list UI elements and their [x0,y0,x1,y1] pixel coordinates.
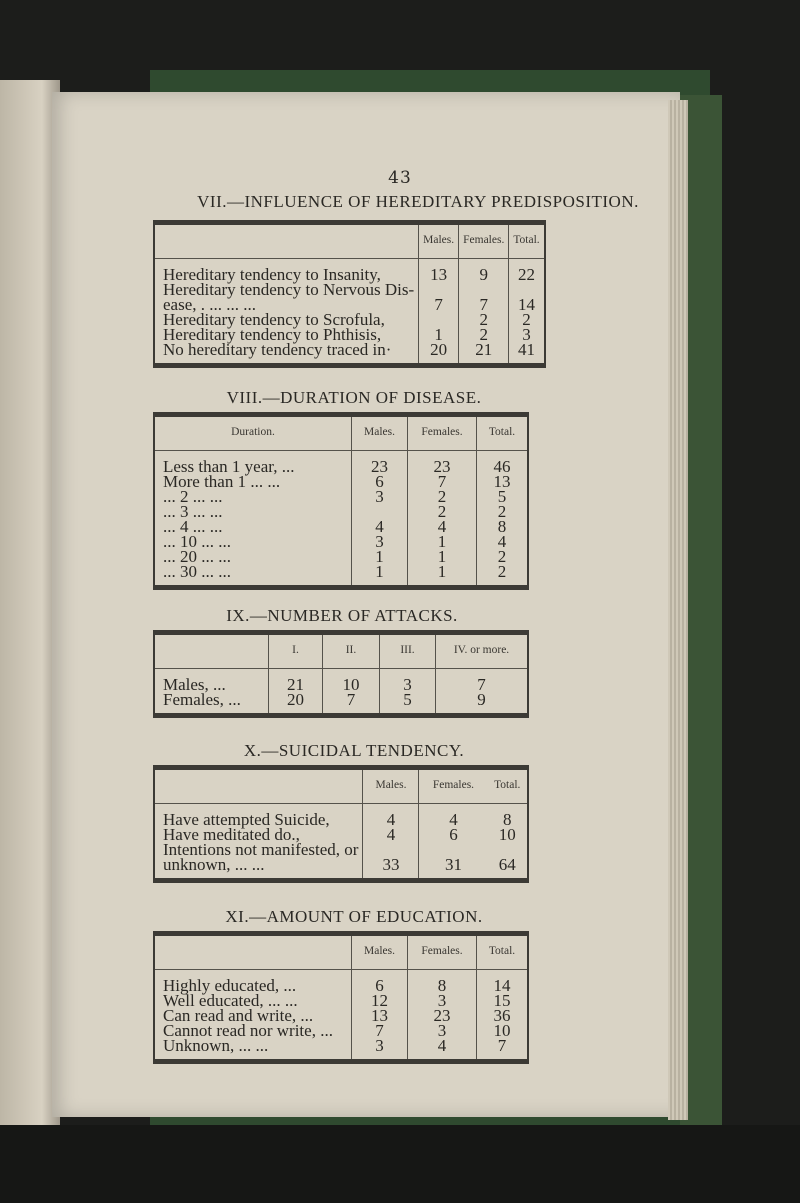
table-row: Unknown, ... ... 3 4 7 [154,1038,528,1062]
section-10-title: X.—SUICIDAL TENDENCY. [243,741,465,760]
table-row: Hereditary tendency to Scrofula, 2 2 [154,312,545,327]
col-header-males: Males. [419,223,459,259]
col-header-i: I. [269,633,323,669]
col-header-males: Males. [352,415,408,451]
page-number: 43 [388,168,412,188]
col-header-blank [154,768,363,804]
table-row: Hereditary tendency to Phthisis, 1 2 3 [154,327,545,342]
table-row: More than 1 ... ... 6 7 13 [154,474,528,489]
col-header-duration: Duration. [154,415,352,451]
table-row: ... 30 ... ... 1 1 2 [154,564,528,588]
col-header-females: Females. [459,223,509,259]
col-header-iv: IV. or more. [436,633,529,669]
table-row: ease, . ... ... ... 7 7 14 [154,297,545,312]
table-row: ... 2 ... ... 3 2 5 [154,489,528,504]
table-row: ... 3 ... ... 2 2 [154,504,528,519]
suicidal-table [153,765,529,883]
col-header-total: Total. [487,768,528,804]
table-row: Males, ... 21 10 3 7 [154,669,528,693]
background-shadow [0,1125,800,1203]
table-row: Intentions not manifested, or [154,842,528,857]
col-header-ii: II. [323,633,380,669]
col-header-total: Total. [477,934,529,970]
section-7-title: VII.—INFLUENCE OF HEREDITARY PREDISPOSITION. [197,192,639,211]
table-row: Well educated, ... ... 12 3 15 [154,993,528,1008]
col-header-females: Females. [408,934,477,970]
duration-table [153,412,529,590]
col-header-blank [154,934,352,970]
table-row: Less than 1 year, ... 23 23 46 [154,451,528,475]
table-row: ... 4 ... ... 4 4 8 [154,519,528,534]
table-row: ... 20 ... ... 1 1 2 [154,549,528,564]
table-row: Can read and write, ... 13 23 36 [154,1008,528,1023]
col-header-females: Females. [419,768,488,804]
section-9-title: IX.—NUMBER OF ATTACKS. [226,606,458,625]
table-row: Females, ... 20 7 5 9 [154,692,528,716]
col-header-total: Total. [509,223,545,259]
col-header-females: Females. [408,415,477,451]
table-row: Highly educated, ... 6 8 14 [154,970,528,994]
col-header-males: Males. [363,768,419,804]
table-row: Cannot read nor write, ... 7 3 10 [154,1023,528,1038]
table-row: Hereditary tendency to Insanity, 13 9 22 [154,259,545,283]
table-row: Have meditated do., 4 6 10 [163,825,516,844]
table-row: Have attempted Suicide, 4 4 8 [154,804,528,828]
col-header-blank [154,633,269,669]
col-header-males: Males. [352,934,408,970]
education-table [153,931,529,1064]
section-11-title: XI.—AMOUNT OF EDUCATION. [225,907,483,926]
table-row: No hereditary tendency traced in· 20 21 41 [154,342,545,366]
table-row: unknown, ... ... 33 31 64 [154,857,528,881]
hereditary-table [153,220,546,368]
attacks-table [153,630,529,718]
col-header-iii: III. [380,633,436,669]
table-row: ... 10 ... ... 3 1 4 [154,534,528,549]
facing-page [0,80,60,1130]
col-header-blank [154,223,419,259]
col-header-total: Total. [477,415,529,451]
table-row: Hereditary tendency to Nervous Dis- [154,282,545,297]
section-8-title: VIII.—DURATION OF DISEASE. [226,388,482,407]
